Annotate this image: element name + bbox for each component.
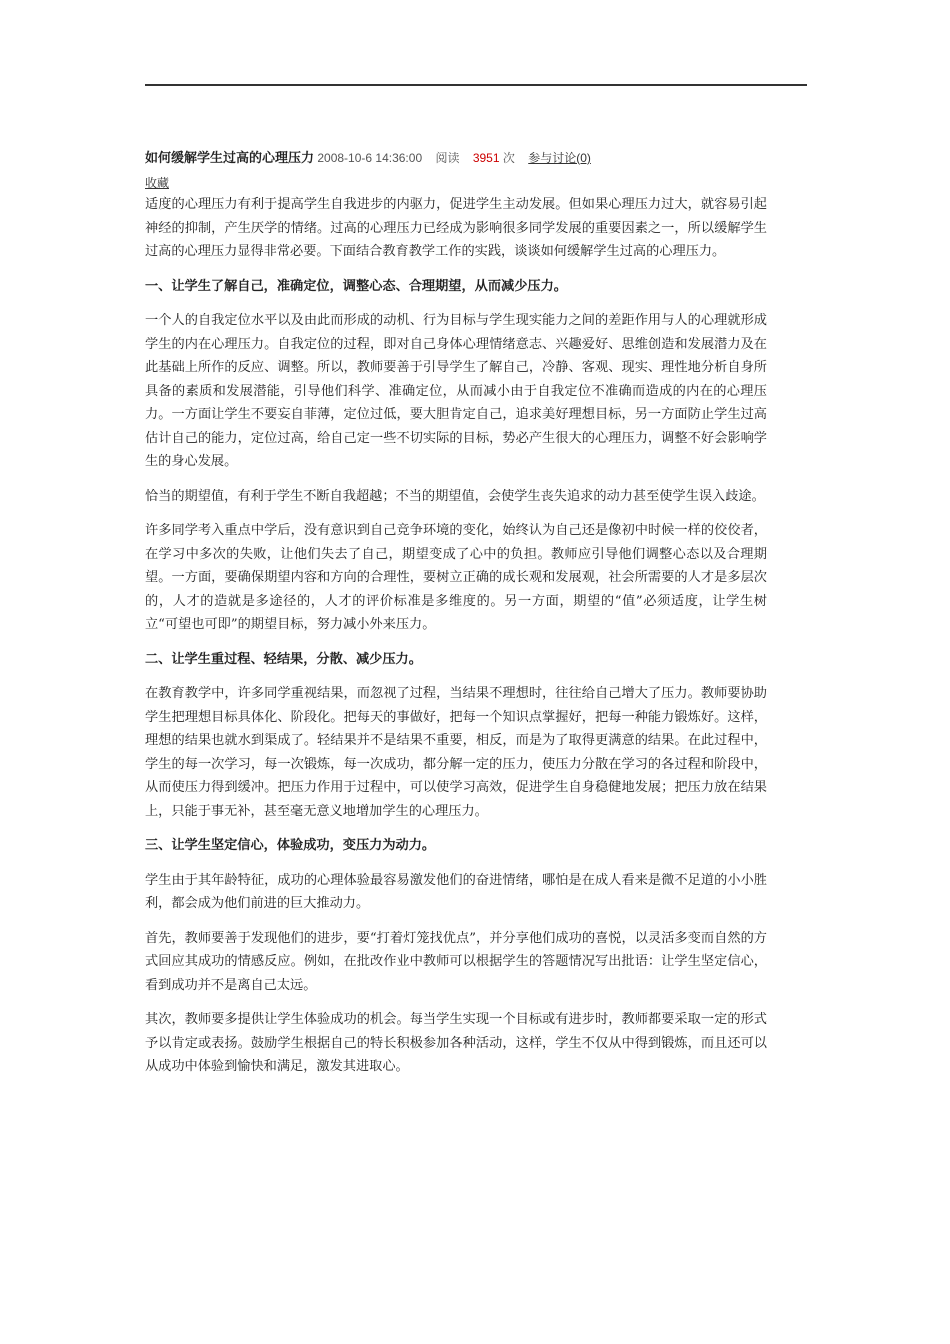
- favorite-row: [145, 173, 767, 193]
- intro-paragraph: 适度的心理压力有利于提高学生自我进步的内驱力，促进学生主动发展。但如果心理压力过大，就容易引起神经的抑制，产生厌学的情绪。过高的心理压力已经成为影响很多同学发展的重要因素之一，所以缓解学生过高的心理压力显得非常必要。下面结合教育教学工作的实践，谈谈如何缓解学生过高的心理压力。: [145, 197, 767, 259]
- article: [145, 148, 767, 1090]
- section-1-paragraph: 许多同学考入重点中学后，没有意识到自己竞争环境的变化，始终认为自己还是像初中时候一样的佼佼者，在学习中多次的失败，让他们失去了自己，期望变成了心中的负担。教师应引导他们调整心态以及合理期望。一方面，要确保期望内容和方向的合理性，要树立正确的成长观和发展观，社会所需要的人才是多层次的，人才的造就是多途径的，人才的评价标准是多维度的。另一方面，期望的“值”必须适度，让学生树立“可望也可即”的期望目标，努力减小外来压力。: [145, 523, 767, 632]
- section-heading-2: 二、让学生重过程、轻结果，分散、减少压力。: [145, 651, 422, 667]
- section-3-paragraph: 其次，教师要多提供让学生体验成功的机会。每当学生实现一个目标或有进步时，教师都要采取一定的形式予以肯定或表扬。鼓励学生根据自己的特长积极参加各种活动，这样，学生不仅从中得到锻炼，而且还可以从成功中体验到愉快和满足，激发其进取心。: [145, 1012, 767, 1074]
- section-1-paragraph: 恰当的期望值，有利于学生不断自我超越；不当的期望值，会使学生丧失追求的动力甚至使学生误入歧途。: [145, 488, 765, 504]
- read-unit: 次: [502, 151, 515, 165]
- article-title: 如何缓解学生过高的心理压力: [145, 150, 315, 165]
- article-header: [145, 148, 767, 168]
- read-label: 阅读: [435, 151, 460, 165]
- section-1-paragraph: 一个人的自我定位水平以及由此而形成的动机、行为目标与学生现实能力之间的差距作用与人的心理就形成学生的内在心理压力。自我定位的过程，即对自己身体心理情绪意志、兴趣爱好、思维创造和发展潜力及在此基础上所作的反应、调整。所以，教师要善于引导学生了解自己，冷静、客观、现实、理性地分析自身所具备的素质和发展潜能，引导他们科学、准确定位，从而减小由于自我定位不准确而造成的内在的心理压力。一方面让学生不要妄自菲薄，定位过低，要大胆肯定自己，追求美好理想目标，另一方面防止学生过高估计自己的能力，定位过高，给自己定一些不切实际的目标，势必产生很大的心理压力，调整不好会影响学生的身心发展。: [145, 313, 767, 469]
- section-3-paragraph: 学生由于其年龄特征，成功的心理体验最容易激发他们的奋进情绪，哪怕是在成人看来是微不足道的小小胜利，都会成为他们前进的巨大推动力。: [145, 872, 767, 911]
- section-2-paragraph: 在教育教学中，许多同学重视结果，而忽视了过程，当结果不理想时，往往给自己增大了压力。教师要协助学生把理想目标具体化、阶段化。把每天的事做好，把每一个知识点掌握好，把每一种能力锻炼好。这样，理想的结果也就水到渠成了。轻结果并不是结果不重要，相反，而是为了取得更满意的结果。在此过程中，学生的每一次学习，每一次锻炼，每一次成功，都分解一定的压力，使压力分散在学习的各过程和阶段中，从而使压力得到缓冲。把压力作用于过程中，可以使学习高效，促进学生自身稳健地发展；把压力放在结果上，只能于事无补，甚至毫无意义地增加学生的心理压力。: [145, 686, 767, 819]
- top-divider: [145, 84, 807, 86]
- read-count: 3951: [472, 151, 500, 165]
- section-heading-1: 一、让学生了解自己，准确定位，调整心态、合理期望，从而减少压力。: [145, 278, 567, 294]
- favorite-link[interactable]: 收藏: [145, 176, 170, 190]
- discuss-link[interactable]: 参与讨论(0): [528, 151, 591, 165]
- section-3-paragraph: 首先，教师要善于发现他们的进步，要“打着灯笼找优点”，并分享他们成功的喜悦，以灵活多变而自然的方式回应其成功的情感反应。例如，在批改作业中教师可以根据学生的答题情况写出批语：让学生坚定信心，看到成功并不是离自己太远。: [145, 930, 767, 993]
- section-heading-3: 三、让学生坚定信心，体验成功，变压力为动力。: [145, 838, 436, 853]
- article-datetime: 2008-10-6 14:36:00: [317, 151, 423, 165]
